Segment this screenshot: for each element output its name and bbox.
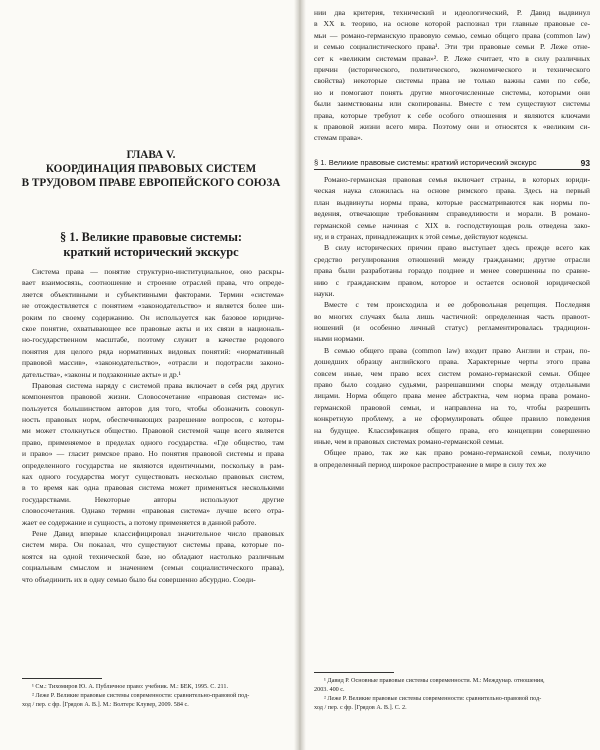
text-line: науки. [314,288,335,298]
text-line: и право» — гласит римское право. Но понятия правовой системы и права [22,449,284,459]
text-line: что объединить их в одну семью было бы совершенно абсурдно. Соеди- [22,574,256,584]
text-line: вает взаимосвязь, соотношение и строение отраслей права, что опреде- [22,278,284,288]
left-page [0,0,298,750]
text-line: ну, и в странах, принадлежащих к этой семье, действуют кодексы. [314,231,528,241]
text-line: Правовая система наряду с системой права включает в себя ряд других [32,380,284,390]
text-line: дошедших образцу английского права. Характерные черты этого права [314,357,590,367]
text-line: германской семье начиная с XIX в. господствующая роль отведена зако- [314,220,590,230]
right-page [302,0,600,750]
text-line: дательства», «законы и подзаконные акты» и др.¹ [22,369,181,379]
text-line: роким по своему содержанию. Он используется как базовое юридиче- [22,312,284,322]
text-line: Рене Давид впервые классифицировал значительное число правовых [32,528,284,538]
left-body-text [22,266,284,585]
text-line: систем мира. Он показал, что существуют системы права, которые по- [22,540,284,550]
text-line: иные, чем в правовых системах романо-германской семьи. [314,436,504,446]
text-line: ми может столкнуться общество. Правовой системой чаще всего является [22,426,284,436]
footnote-line: ¹ См.: Тихомиров Ю. А. Публичное право: учебник. М.: БЕК, 1995. С. 211. [32,683,229,690]
text-line: ными нормами. [314,334,365,344]
text-line: государствами. Некоторые авторы используют другие [22,494,284,504]
right-body-text [314,174,590,470]
text-line: ношений (и особенно личный статус) регламентировалась традицион- [314,323,590,333]
footnote-rule [22,678,102,679]
text-line: жает ее содержание и сущность, а потому применяется в данной работе. [22,517,257,527]
text-line: стемам права». [314,133,363,143]
footnote-line: ¹ Давид Р. Основные правовые системы современности. М.: Междунар. отношения, [324,677,545,684]
footnote-rule [314,672,394,673]
text-line: ность правовых норм, обеспечивающих разрешение вопросов, с которы- [22,415,284,425]
text-line: мьи — романо-германскую правовую семью, семью общего права (common law) [314,30,590,40]
text-line: причин (исторического, политического, экономического и технического [314,64,590,74]
right-footnotes [314,672,590,712]
text-line: но-государственном масштабе, поэтому служит в качестве родового [22,335,284,345]
chapter-title-line-2: В ТРУДОВОМ ПРАВЕ ЕВРОПЕЙСКОГО СОЮЗА [21,177,281,189]
text-line: Система права — понятие структурно-институциальное, оно раскры- [32,267,284,276]
footnote-line: ход / пер. с фр. [Грядов А. В.]. М.: Волтерс Клувер, 2009. 584 с. [22,701,189,708]
text-line: в определенный период широкое распространение в мире в силу тех же [314,459,547,469]
chapter-heading [20,148,282,190]
text-line: сет к «великим системам права»². Р. Леже считает, что в силу различных [314,53,590,63]
text-line: и семью социалистического права¹. Эти три правовые семьи Р. Леже отне- [314,42,590,52]
text-line: права, которые требуют к себе особого отношения и являются ключами [314,110,590,120]
text-line: социальным смыслом и значением (семьи социалистического права), [22,563,284,573]
book-gutter [294,0,306,750]
text-line: правовой массив», «законодательство», «отрасли и подотрасли законо- [22,358,284,368]
text-line: ведения, отвечающие требованиям справедливости и морали. В романо- [314,209,590,219]
chapter-title-line-1: КООРДИНАЦИЯ ПРАВОВЫХ СИСТЕМ [45,163,257,175]
text-line: определенного государства не являются идентичными, поскольку в рам- [22,460,284,470]
text-line: к правовой жизни всего мира. Поэтому они и относятся к «великим си- [314,121,590,131]
text-line: нии два критерия, технический и идеологический, Р. Давид выдвинул [314,8,590,17]
text-line: не отождествляется с понятием «законодательство» и является более ши- [22,301,284,311]
text-line: пользуется большинством авторов для того, чтобы обозначить совокуп- [22,403,284,413]
footnote-line: 2003. 400 с. [314,686,345,693]
running-head-title: § 1. Великие правовые системы: краткий исторический экскурс [314,158,537,167]
text-line: совсем иные, чем право всех систем романо-германской семьи. Общее [314,368,590,378]
text-line: были заимствованы или скопированы. Вместе с тем существуют системы [314,99,590,109]
text-line: ках одного государства могут существовать несколько правовых систем, [22,472,284,482]
section-title-line-1: § 1. Великие правовые системы: [59,230,243,244]
text-line: в XX в. теорию, на основе которой распознал три главные правовые се- [314,19,590,29]
text-line: на будущее. Классификация общего права, его концепции совершенно [314,425,590,435]
section-title-line-2: краткий исторический экскурс [63,245,239,259]
text-line: свойства) некоторые системы права не только важны сами по себе, [314,76,590,86]
text-line: понятия для целого ряда нормативных видовых понятий: «нормативный [22,346,284,356]
right-top-text [314,7,590,144]
text-line: лицами. Норма общего права менее абстрактна, чем норма права романо- [314,391,590,401]
section-heading [20,230,282,260]
page-number: 93 [580,158,590,168]
text-line: конкретную проблему, а не сформулировать общее правило поведения [314,414,590,424]
text-line: но и помогают понять другие многочисленные системы, которыми они [314,87,590,97]
text-line: права были разработаны гораздо позднее и менее совершенны по сравне- [314,266,590,276]
text-line: компонентов правовой жизни. Словосочетание «правовая система» ис- [22,392,284,402]
text-line: Романо-германская правовая семья включает страны, в которых юриди- [324,175,590,184]
text-line: В семью общего права (common law) входит право Англии и стран, по- [324,345,590,355]
text-line: ское понятие, охватывающее все правовые акты и их связи в националь- [22,323,284,333]
footnote-line: ход / пер. с фр. [Грядов А. В.]. С. 2. [314,704,407,711]
text-line: право, применяемое в пределах одного государства. «Где общество, там [22,437,284,447]
text-line: Общее право, так же как право романо-германской семьи, получило [324,448,590,458]
chapter-label: ГЛАВА V. [126,149,176,161]
text-line: В силу исторических причин право выступает здесь прежде всего как [324,243,590,253]
text-line: Вместе с тем происходила и ее добровольная рецепция. Последняя [324,300,590,310]
text-line: средство регулирования отношений между гражданами; другие отрасли [314,254,590,264]
text-line: нию с гражданским правом, которое и остается основой юридической [314,277,590,287]
running-head [314,157,590,170]
text-line: в то время как одна правовая система может применяться несколькими [22,483,284,493]
text-line: во многих случаях была лишь частичной: определенная часть правоот- [314,311,590,321]
text-line: германской правовой семьи, и направлена на то, чтобы разрешить [314,402,590,412]
text-line: право было создано судьями, разрешавшими споры между отдельными [314,380,590,390]
text-line: ческая наука сложилась на основе римского права. Здесь на первый [314,186,590,196]
text-line: коятся на одной технической базе, но обладают настолько различным [22,551,284,561]
left-footnotes [22,678,284,709]
text-line: ляется объективными и субъективными факторами. Термин «система» [22,289,284,299]
footnote-line: ² Леже Р. Великие правовые системы современности: сравнительно-правовой под- [324,695,542,702]
footnote-line: ² Леже Р. Великие правовые системы современности: сравнительно-правовой под- [32,692,250,699]
text-line: план выдвинуты нормы права, которые рассматриваются как нормы по- [314,197,590,207]
text-line: словосочетания. Однако термин «правовая система» лучше всего отра- [22,506,284,516]
